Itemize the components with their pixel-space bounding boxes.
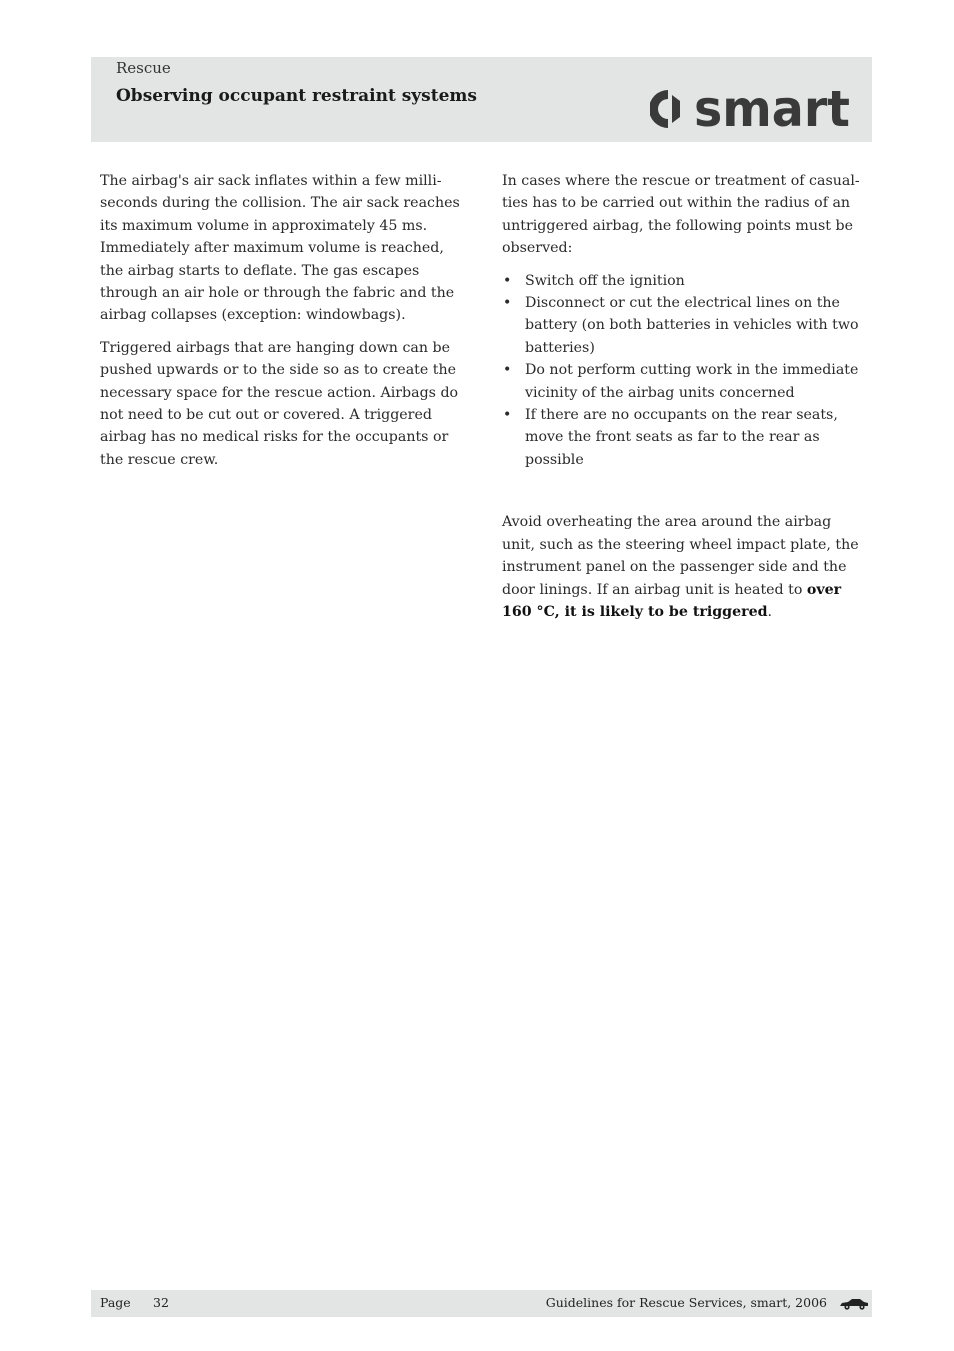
smart-logo-text: smart: [694, 87, 850, 131]
list-item: • Switch off the ignition: [502, 270, 864, 292]
warning-text: Avoid overheating the area around the airbag unit, such as the steering wheel impact plate, the instrument panel on the passenger side and the door linings. If an airbag unit is heated to: [502, 514, 859, 598]
page-label: Page: [100, 1295, 131, 1310]
right-column: [502, 170, 864, 633]
page-number: 32: [153, 1295, 169, 1310]
guide-title: Guidelines for Rescue Services, smart, 2006: [545, 1295, 827, 1310]
paragraph-overheating-warning: [502, 511, 864, 623]
spacer: [502, 471, 864, 511]
list-item: • Do not perform cutting work in the immediate vicinity of the airbag units concerned: [502, 359, 864, 404]
list-item: • Disconnect or cut the electrical lines on the battery (on both batteries in vehicles with two batteries): [502, 292, 864, 359]
list-item: • If there are no occupants on the rear seats, move the front seats as far to the rear as possible: [502, 404, 864, 471]
smart-logo-icon: [650, 90, 680, 128]
safety-bullet-list: [502, 270, 864, 472]
paragraph-triggered-airbags: Triggered airbags that are hanging down can be pushed upwards or to the side so as to create the necessary space for the rescue action. Airbags do not need to be cut out or covered. A triggered airbag has no medical risks for the occupants or the rescue crew.: [100, 339, 459, 468]
car-icon: [839, 1296, 869, 1311]
smart-logo: [650, 87, 852, 131]
paragraph-airbag-inflation: The airbag's air sack inflates within a few milli-seconds during the collision. The air sack reaches its maximum volume in approximately 45 ms. Immediately after maximum volume is reached, the airbag starts to deflate. The gas escapes through an air hole or through the fabric and the airbag collapses (exception: windowbags).: [100, 173, 460, 324]
page-title: Observing occupant restraint systems: [116, 86, 477, 106]
paragraph-untriggered-intro: In cases where the rescue or treatment of casual-ties has to be carried out within the radius of an untriggered airbag, the following points must be observed:: [502, 173, 860, 257]
page-header: [91, 57, 872, 142]
left-column: [100, 170, 462, 481]
warning-end: .: [767, 603, 773, 620]
section-label: Rescue: [116, 59, 171, 77]
warning-bold-text: over 160 °C, it is likely to be triggered: [502, 581, 842, 620]
page-footer: [91, 1290, 872, 1317]
